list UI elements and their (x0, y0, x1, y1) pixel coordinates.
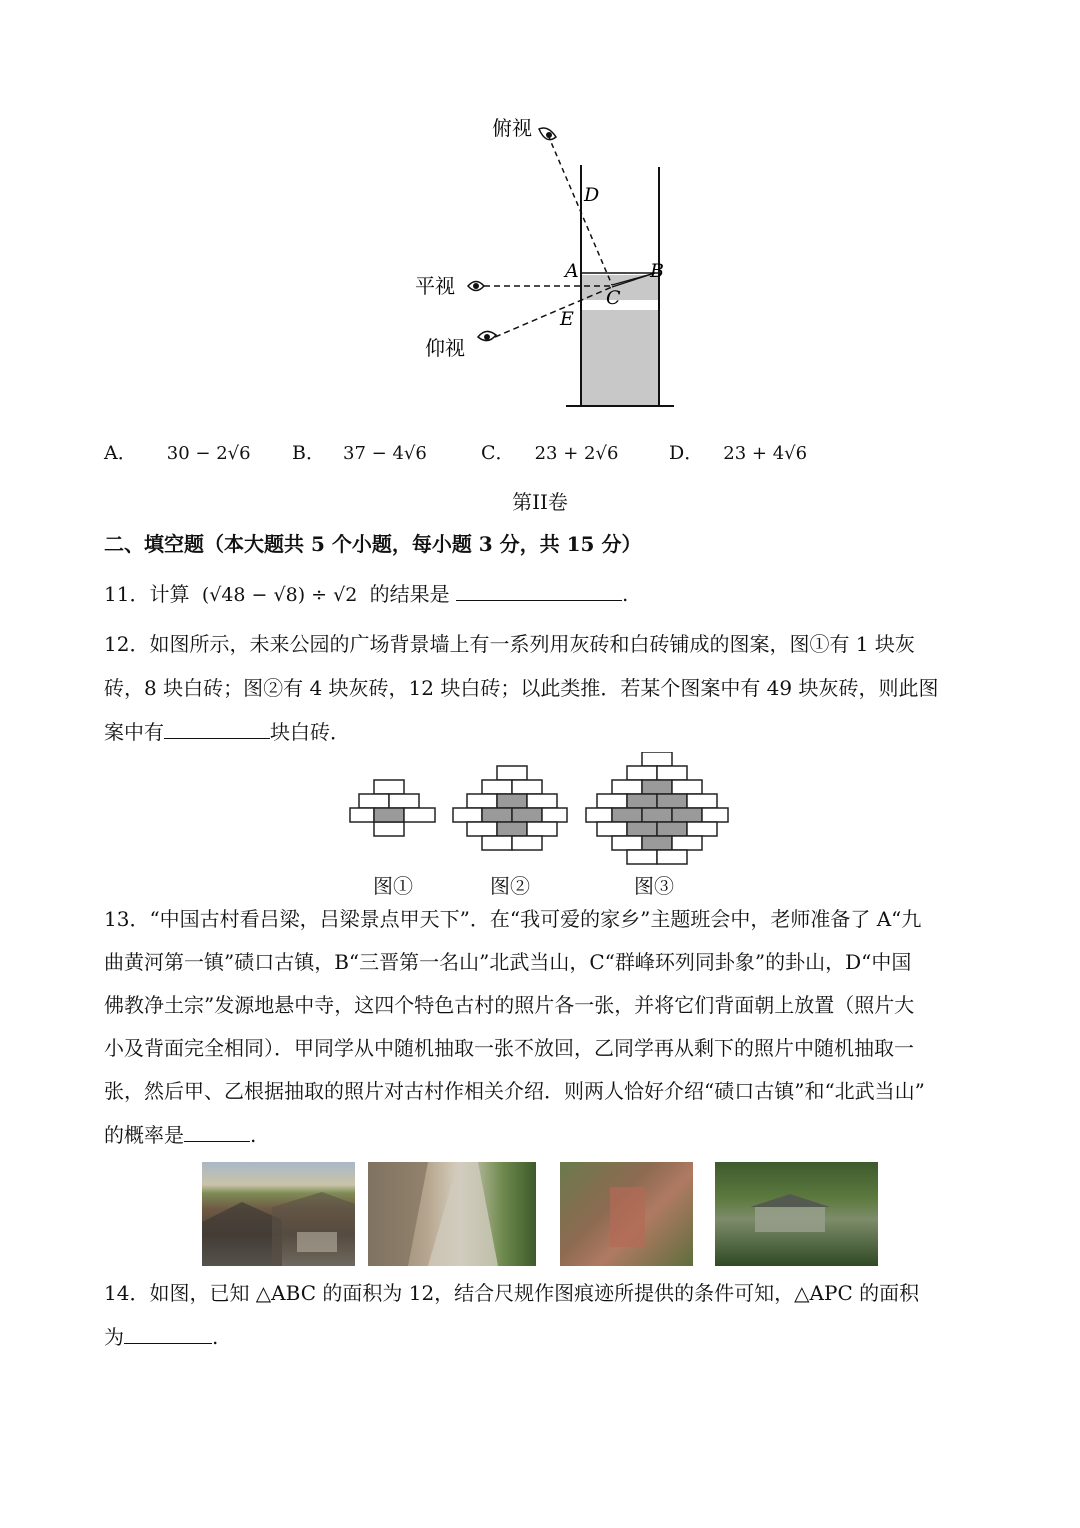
choice-b (292, 438, 427, 465)
photo-gua-mountain-c (560, 1162, 693, 1266)
choice-letter: C． (481, 442, 515, 464)
point-label-b: B (650, 260, 664, 282)
q14-line2-post: . (212, 1325, 219, 1349)
photo-mountain-b (368, 1162, 536, 1266)
q12-line (104, 716, 350, 747)
question-11 (104, 578, 628, 610)
choice-expr: 23 + 2√6 (534, 443, 619, 464)
point-label-d: D (584, 184, 600, 206)
answer-blank[interactable] (184, 1119, 250, 1142)
choice-expr: 37 − 4√6 (343, 443, 427, 464)
answer-blank[interactable] (456, 578, 622, 601)
photo-temple-d (715, 1162, 878, 1266)
q13-line6-pre: 的概率是 (104, 1123, 184, 1147)
eye-icon (539, 128, 556, 140)
q11-suffix: 的结果是 (369, 582, 450, 606)
q13-line6-post: . (250, 1123, 257, 1147)
q13-line: 张，然后甲、乙根据抽取的照片对古村作相关介绍．则两人恰好介绍“碛口古镇”和“北武当山” (104, 1079, 925, 1103)
q12-line3-post: 块白砖． (270, 720, 350, 744)
q11-prefix: 11．计算 (104, 582, 190, 606)
choice-expr: 30 − 2√6 (166, 443, 251, 464)
figure-caption-3: 图③ (634, 874, 674, 898)
choice-d (669, 438, 807, 465)
brick-pattern-3 (586, 752, 728, 864)
section-title: 第II卷 (512, 490, 568, 514)
choice-letter: A． (104, 442, 137, 464)
section-heading: 二、填空题（本大题共 5 个小题，每小题 3 分，共 15 分） (104, 532, 642, 556)
choice-a (104, 438, 251, 465)
q12-line: 砖，8 块白砖；图②有 4 块灰砖，12 块白砖；以此类推．若某个图案中有 49 块灰砖，则此图 (104, 676, 939, 700)
q13-line: 小及背面完全相同）．甲同学从中随机抽取一张不放回，乙同学再从剩下的照片中随机抽取一 (104, 1036, 914, 1060)
q12-line3-pre: 案中有 (104, 720, 164, 744)
brick-patterns-figure (345, 752, 735, 867)
point-label-c: C (606, 287, 621, 309)
cylinder-figure (400, 105, 700, 415)
label-top-view: 俯视 (492, 116, 532, 140)
figure-caption-1: 图① (373, 874, 413, 898)
choice-c (481, 438, 618, 465)
eye-icon (478, 331, 496, 340)
brick-pattern-1 (350, 780, 435, 836)
choice-letter: D． (669, 442, 704, 464)
q13-line: 曲黄河第一镇”碛口古镇，B“三晋第一名山”北武当山，C“群峰环列同卦象”的卦山，D“中国 (104, 950, 912, 974)
label-bottom-view: 仰视 (425, 336, 465, 360)
q11-end: . (622, 582, 629, 606)
eye-icon (468, 282, 484, 291)
q12-line: 12．如图所示，未来公园的广场背景墙上有一系列用灰砖和白砖铺成的图案，图①有 1 块灰 (104, 632, 915, 656)
q14-line (104, 1321, 218, 1352)
point-label-a: A (565, 260, 579, 282)
photo-village-a (202, 1162, 355, 1266)
point-label-e: E (560, 308, 574, 330)
choice-expr: 23 + 4√6 (723, 443, 808, 464)
figure-caption-2: 图② (490, 874, 530, 898)
choice-letter: B． (292, 442, 325, 464)
q13-line (104, 1119, 256, 1150)
q14-line: 14．如图，已知 △ABC 的面积为 12，结合尺规作图痕迹所提供的条件可知，△APC 的面积 (104, 1281, 920, 1305)
q11-expr: (√48 − √8) ÷ √2 (201, 584, 358, 606)
answer-blank[interactable] (164, 716, 270, 739)
answer-blank[interactable] (124, 1321, 212, 1344)
q14-line2-pre: 为 (104, 1325, 124, 1349)
q13-line: 13．“中国古村看吕梁，吕梁景点甲天下”．在“我可爱的家乡”主题班会中，老师准备了 A“九 (104, 907, 922, 931)
label-level-view: 平视 (415, 274, 455, 298)
brick-pattern-2 (453, 766, 567, 850)
q13-line: 佛教净土宗”发源地悬中寺，这四个特色古村的照片各一张，并将它们背面朝上放置（照片大 (104, 993, 915, 1017)
